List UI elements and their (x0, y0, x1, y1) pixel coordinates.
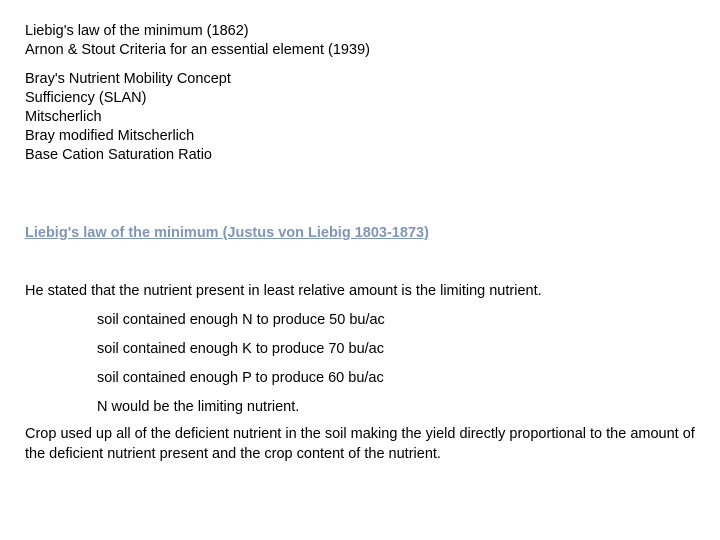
statement-text: He stated that the nutrient present in least relative amount is the limiting nutrient. (25, 283, 542, 299)
intro-line-liebig: Liebig's law of the minimum (1862) (25, 23, 249, 39)
conclusion-paragraph: Crop used up all of the deficient nutrient in the soil making the yield directly proportional to the amount of the deficient nutrient present and the crop content of the nutrient. (25, 426, 695, 462)
intro-line-arnon-stout: Arnon & Stout Criteria for an essential element (1939) (25, 42, 370, 58)
example-line: soil contained enough N to produce 50 bu/ac (97, 312, 385, 328)
example-line: soil contained enough K to produce 70 bu/ac (97, 341, 384, 357)
example-conclusion-line: N would be the limiting nutrient. (97, 399, 300, 415)
concept-item: Base Cation Saturation Ratio (25, 147, 212, 163)
concept-item: Bray's Nutrient Mobility Concept (25, 71, 231, 87)
example-line: soil contained enough P to produce 60 bu/ac (97, 370, 384, 386)
concept-item: Sufficiency (SLAN) (25, 90, 147, 106)
concept-item: Mitscherlich (25, 109, 102, 125)
concept-item: Bray modified Mitscherlich (25, 128, 195, 144)
section-heading-link[interactable]: Liebig's law of the minimum (Justus von Liebig 1803-1873) (25, 225, 429, 241)
